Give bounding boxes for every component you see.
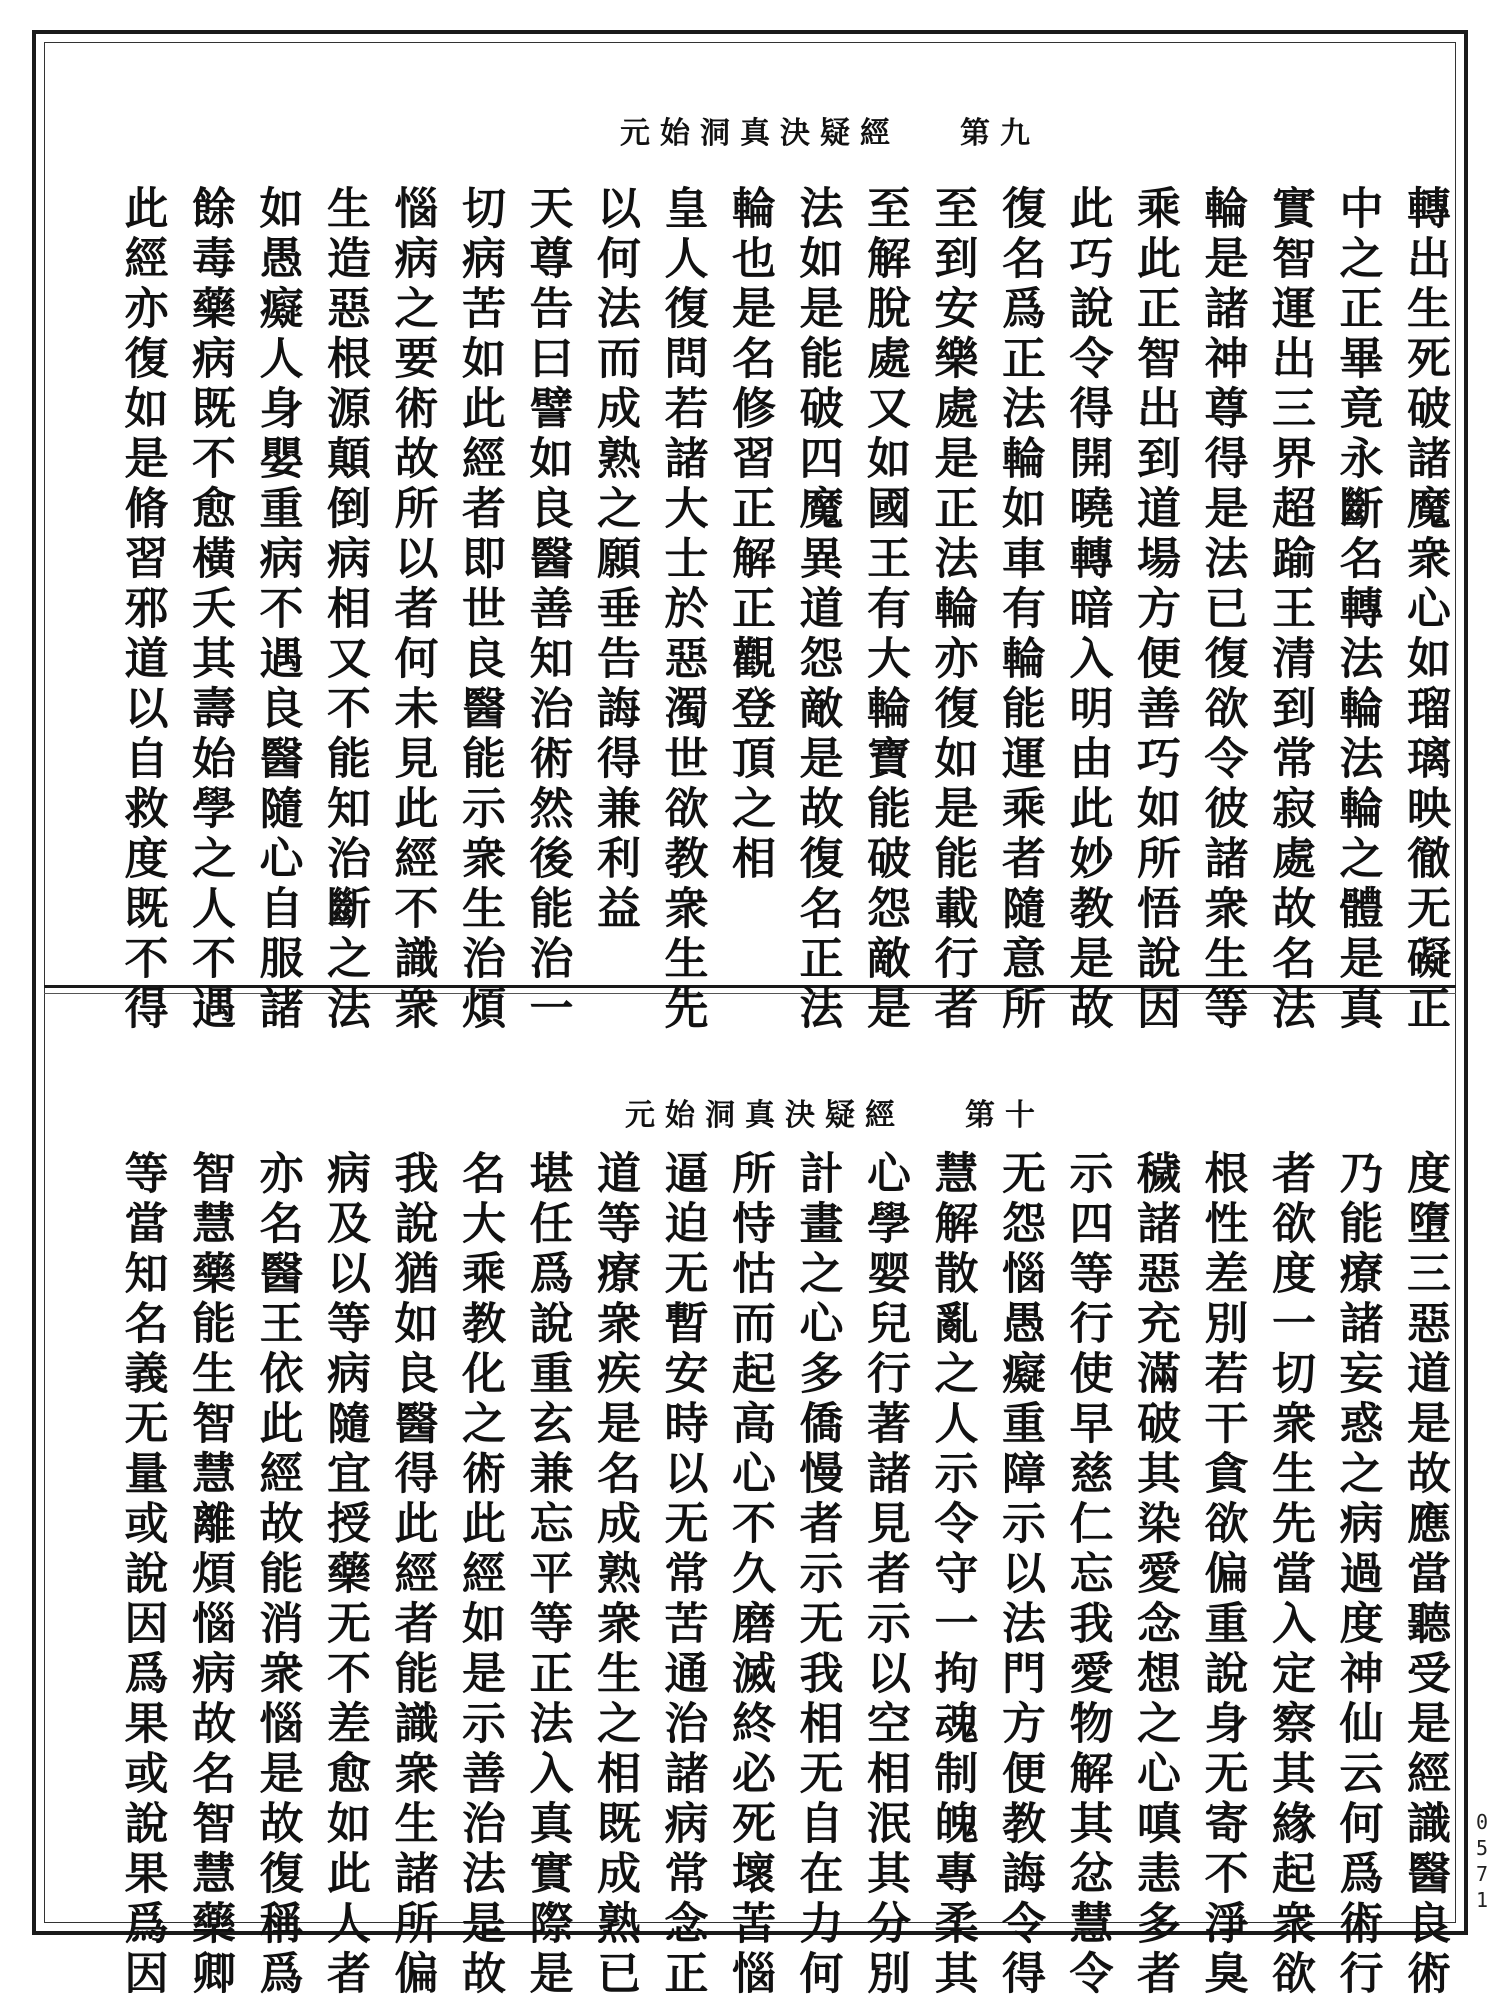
text-column: 至到安樂處是正法輪亦復如是能載行者 bbox=[926, 185, 978, 1035]
text-column: 至解脫處又如國王有大輪寶能破怨敵是 bbox=[859, 185, 910, 1035]
text-column: 以何法而成熟之願垂告誨得兼利益 bbox=[589, 185, 640, 935]
text-column: 天尊告曰譬如良醫善知治術然後能治一 bbox=[521, 185, 573, 1035]
text-column: 逼迫无暫安時以无常苦通治諸病常念正 bbox=[656, 1150, 708, 2000]
text-column: 如愚癡人身嬰重病不遇良醫隨心自服諸 bbox=[251, 185, 303, 1035]
text-column: 計畫之心多僑慢者示无我相无自在力何 bbox=[791, 1150, 843, 2000]
text-column: 生造惡根源顛倒病相又不能知治斷之法 bbox=[319, 185, 370, 1035]
text-column: 輪是諸神尊得是法已復欲令彼諸衆生等 bbox=[1196, 185, 1248, 1035]
text-column: 我說猶如良醫得此經者能識衆生諸所偏 bbox=[386, 1150, 438, 2000]
text-column: 等當知名義无量或說因爲果或說果爲因 bbox=[116, 1150, 168, 2000]
text-column: 乘此正智出到道場方便善巧如所悟說因 bbox=[1129, 185, 1180, 1035]
text-column: 皇人復問若諸大士於惡濁世欲教衆生先 bbox=[656, 185, 708, 1035]
bottom-header-title: 元始洞真決疑經 bbox=[625, 1098, 905, 1133]
text-column: 示四等行使早慈仁忘我愛物解其忿慧令 bbox=[1061, 1150, 1113, 2000]
text-column: 无怨惱愚癡重障示以法門方便教誨令得 bbox=[994, 1150, 1045, 2000]
page-number: 0571 bbox=[1470, 1810, 1494, 1914]
text-column: 心學婴兒行著諸見者示以空相泯其分別 bbox=[859, 1150, 910, 2000]
text-column: 名大乘教化之術此經如是示善治法是故 bbox=[454, 1150, 505, 2000]
bottom-header-line bbox=[625, 1090, 1045, 1134]
text-column: 智慧藥能生智慧離煩惱病故名智慧藥卿 bbox=[184, 1150, 235, 2000]
text-column: 根性差別若干貪欲偏重說身无寄不淨臭 bbox=[1196, 1150, 1248, 2000]
text-column: 轉出生死破諸魔衆心如瑠璃映徹无礙正 bbox=[1399, 185, 1450, 1035]
text-column: 堪任爲說重玄兼忘平等正法入真實際是 bbox=[521, 1150, 573, 2000]
top-header-title: 元始洞真決疑經 bbox=[620, 116, 900, 151]
text-column: 所恃怙而起高心不久磨滅終必死壞苦惱 bbox=[724, 1150, 775, 2000]
text-column: 病及以等病隨宜授藥无不差愈如此人者 bbox=[319, 1150, 370, 2000]
text-column: 乃能療諸妄惑之病過度神仙云何爲術行 bbox=[1331, 1150, 1383, 2000]
text-column: 道等療衆疾是名成熟衆生之相既成熟已 bbox=[589, 1150, 640, 2000]
text-column: 實智運出三界超踰王清到常寂處故名法 bbox=[1264, 185, 1315, 1035]
text-column: 切病苦如此經者即世良醫能示衆生治煩 bbox=[454, 185, 505, 1035]
bottom-header-chapter: 第十 bbox=[965, 1098, 1045, 1133]
text-column: 度墮三惡道是故應當聽受是經識醫良術 bbox=[1399, 1150, 1450, 2000]
text-column: 者欲度一切衆生先當入定察其緣起衆欲 bbox=[1264, 1150, 1315, 2000]
text-column: 餘毒藥病既不愈橫夭其壽始學之人不遇 bbox=[184, 185, 235, 1035]
text-column: 穢諸惡充滿破其染愛念想之心嗔恚多者 bbox=[1129, 1150, 1180, 2000]
text-column: 法如是能破四魔異道怨敵是故復名正法 bbox=[791, 185, 843, 1035]
text-column: 惱病之要術故所以者何未見此經不識衆 bbox=[386, 185, 438, 1035]
text-column: 中之正畢竟永斷名轉法輪法輪之體是真 bbox=[1331, 185, 1383, 1035]
text-column: 亦名醫王依此經故能消衆惱是故復稱爲 bbox=[251, 1150, 303, 2000]
text-column: 輪也是名修習正解正觀登頂之相 bbox=[724, 185, 775, 885]
top-header bbox=[620, 108, 1040, 152]
text-column: 復名爲正法輪如車有輪能運乘者隨意所 bbox=[994, 185, 1045, 1035]
text-column: 此經亦復如是脩習邪道以自救度既不得 bbox=[116, 185, 168, 1035]
top-header-chapter: 第九 bbox=[960, 116, 1040, 151]
text-column: 慧解散亂之人示令守一拘魂制魄專柔其 bbox=[926, 1150, 978, 2000]
text-column: 此巧說令得開曉轉暗入明由此妙教是故 bbox=[1061, 185, 1113, 1035]
